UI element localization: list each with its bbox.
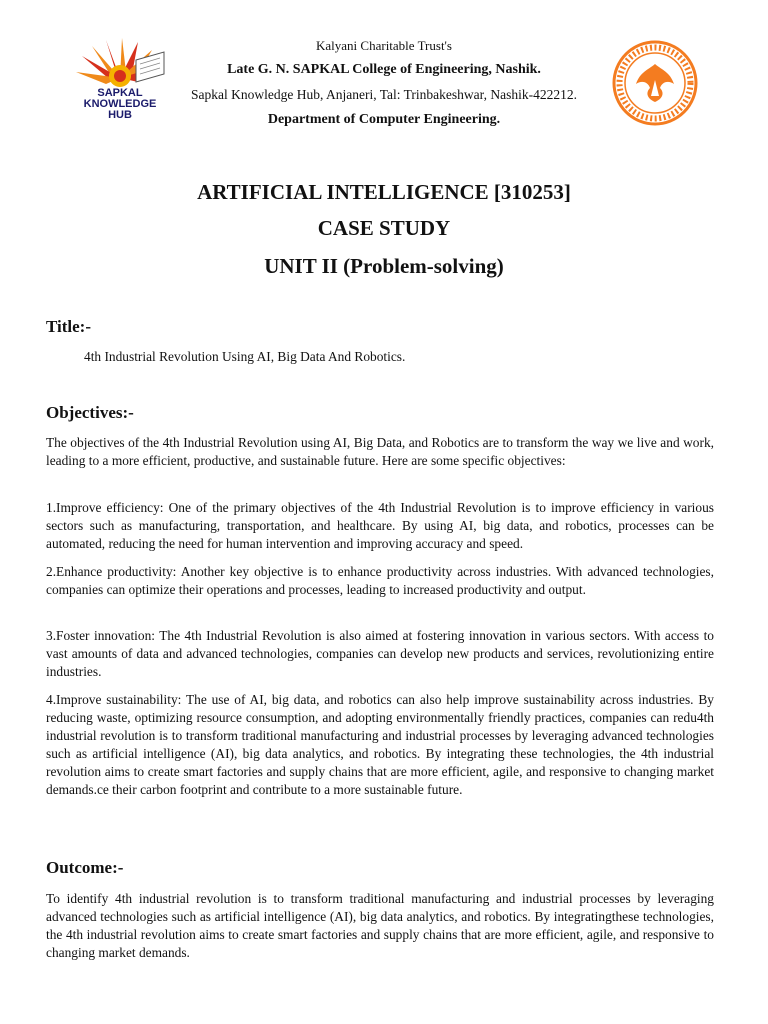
objective-item: 4.Improve sustainability: The use of AI, big data, and robotics can also help improve sustainability across industries. By reducing waste, optimizing resource consumption, and adopting environmentally friendly practices, companies can redu4th industrial revolution is to transform traditional manufacturing and industrial processes by leveraging advanced technologies such as artificial intelligence (AI), big data analytics, and robotics. By integrating these technologies, the 4th industrial revolution aims to create smart factories and supply chains that are more efficient, agile, and responsive to changing market demands.ce their carbon footprint and contribute to a more sustainable future. <box>46 692 714 797</box>
course-title: ARTIFICIAL INTELLIGENCE [310253] <box>197 180 571 204</box>
svg-text:HUB: HUB <box>108 109 132 121</box>
objective-item: 2.Enhance productivity: Another key objective is to enhance productivity across industries. With advanced technologies, companies can optimize their operations and processes, leading to increased productivity and output. <box>46 564 714 597</box>
svg-text:KNOWLEDGE: KNOWLEDGE <box>83 98 157 110</box>
title-heading: Title:- <box>46 317 92 336</box>
college-name: Late G. N. SAPKAL College of Engineering, Nashik. <box>227 62 541 77</box>
title-text: 4th Industrial Revolution Using AI, Big Data And Robotics. <box>84 349 406 364</box>
objective-item: 3.Foster innovation: The 4th Industrial Revolution is also aimed at fostering innovation in various sectors. With access to vast amounts of data and advanced technologies, companies can develop new products and services, revolutionizing entire industries. <box>46 628 714 679</box>
unit-title: UNIT II (Problem-solving) <box>264 254 504 278</box>
outcome-heading: Outcome:- <box>46 858 124 877</box>
objective-item: 1.Improve efficiency: One of the primary objectives of the 4th Industrial Revolution is to improve efficiency in various sectors such as manufacturing, transportation, and healthcare. By using AI, big data, and robotics, processes can be automated, reducing the need for human intervention and improving accuracy and speed. <box>46 500 714 551</box>
document-type: CASE STUDY <box>317 216 451 240</box>
document-header <box>0 0 768 140</box>
college-seal-logo <box>612 40 698 126</box>
svg-text:SAPKAL: SAPKAL <box>97 87 143 99</box>
objectives-intro: The objectives of the 4th Industrial Revolution using AI, Big Data, and Robotics are to transform the way we live and work, leading to a more efficient, productive, and sustainable future. Here are some specific objectives: <box>46 435 714 468</box>
college-address: Sapkal Knowledge Hub, Anjaneri, Tal: Trinbakeshwar, Nashik-422212. <box>191 87 577 102</box>
outcome-text: To identify 4th industrial revolution is to transform traditional manufacturing and industrial processes by leveraging advanced technologies such as artificial intelligence (AI), big data analytics, and robotics. By integratingthese technologies, the 4th industrial revolution aims to create smart factories and supply chains that are more efficient, agile, and responsive to changing market demands. <box>46 891 714 960</box>
objectives-heading: Objectives:- <box>46 403 134 422</box>
department-name: Department of Computer Engineering. <box>267 112 501 127</box>
trust-name: Kalyani Charitable Trust's <box>316 38 452 53</box>
